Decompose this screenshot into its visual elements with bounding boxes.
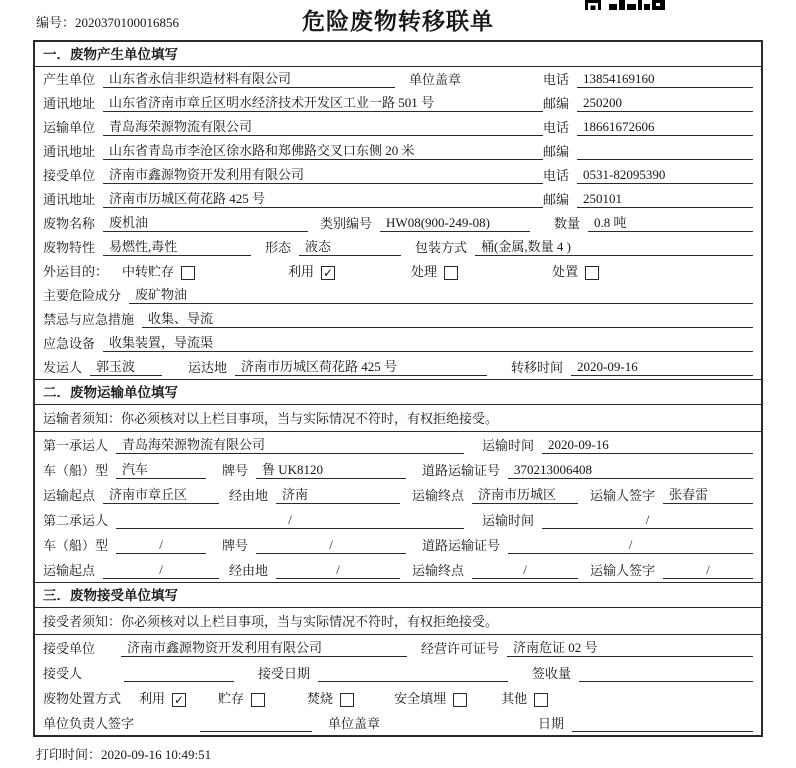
transfer-time-value: 2020-09-16	[571, 359, 753, 376]
row-second-carrier	[35, 507, 761, 532]
producer-value: 山东省永信非织造材料有限公司	[103, 71, 395, 88]
route-end-label: 运输终点	[412, 488, 465, 503]
address-label: 通讯地址	[43, 144, 96, 159]
transporter-value: 青岛海荣源物流有限公司	[103, 119, 543, 136]
row-disposal-method	[35, 685, 761, 710]
route-start-label: 运输起点	[43, 563, 96, 578]
serial-number: 2020370100016856	[75, 15, 180, 30]
purpose-option-label: 利用	[288, 264, 315, 279]
road-permit-value: 370213006408	[508, 462, 753, 479]
route-end-label: 运输终点	[412, 563, 465, 578]
producer-address-value: 山东省济南市章丘区明水经济技术开发区工业一路 501 号	[103, 95, 543, 112]
row-producer	[35, 67, 761, 91]
category-code-label: 类别编号	[320, 216, 373, 231]
row-transporter-address	[35, 139, 761, 163]
quantity-label: 数量	[554, 216, 581, 231]
storage-checkbox[interactable]	[251, 693, 265, 707]
row-responsible-signature	[35, 710, 761, 735]
traits-label: 废物特性	[43, 240, 96, 255]
address-label: 通讯地址	[43, 192, 96, 207]
receive-date-label: 接受日期	[258, 666, 311, 681]
row-waste-traits	[35, 235, 761, 259]
route-via-label: 经由地	[229, 488, 269, 503]
zip-label: 邮编	[542, 144, 569, 159]
transporter-address-value: 山东省青岛市李沧区徐水路和郑佛路交叉口东侧 20 米	[103, 143, 543, 160]
form-table	[33, 40, 763, 737]
transport-time-label: 运输时间	[482, 438, 535, 453]
receiver-address-value: 济南市历城区荷花路 425 号	[103, 191, 543, 208]
destination-label: 运达地	[188, 360, 228, 375]
category-code-value: HW08(900-249-08)	[380, 215, 530, 232]
license-label: 经营许可证号	[421, 641, 500, 656]
row-receiver-address	[35, 187, 761, 211]
waste-name-label: 废物名称	[43, 216, 96, 231]
route-end-field[interactable]: /	[472, 562, 578, 579]
disposal-option-label: 焚烧	[307, 691, 334, 706]
receiver-label: 接受单位	[43, 168, 96, 183]
landfill-checkbox[interactable]	[453, 693, 467, 707]
road-permit-label: 道路运输证号	[422, 463, 501, 478]
form-state-label: 形态	[265, 240, 292, 255]
taboo-label: 禁忌与应急措施	[43, 312, 135, 327]
receiver-phone-value: 0531-82095390	[577, 167, 753, 184]
responsible-signature-label: 单位负责人签字	[43, 716, 135, 731]
purpose-label: 外运目的：	[43, 264, 109, 279]
producer-label: 产生单位	[43, 72, 96, 87]
transport-time-field[interactable]: /	[542, 512, 753, 529]
utilize-checkbox[interactable]: ✓	[174, 693, 185, 707]
vehicle-type-field[interactable]: /	[116, 537, 206, 554]
transport-time-label: 运输时间	[482, 513, 535, 528]
plate-label: 牌号	[222, 538, 249, 553]
disposal-method-label: 废物处置方式	[43, 691, 122, 706]
equipment-value: 收集装置，导流渠	[103, 335, 753, 352]
packing-value: 桶(金属,数量 4 )	[475, 239, 753, 256]
utilize-checkbox[interactable]: ✓	[323, 266, 334, 280]
phone-label: 电话	[542, 168, 569, 183]
shipper-value: 郭玉波	[90, 359, 162, 376]
row-producer-address	[35, 91, 761, 115]
row-shipper	[35, 355, 761, 379]
section-receiver	[35, 582, 761, 735]
packing-label: 包装方式	[415, 240, 468, 255]
receiver-person-field[interactable]	[124, 667, 234, 682]
route-start-label: 运输起点	[43, 488, 96, 503]
row-receiver-person	[35, 660, 761, 685]
carrier-signature-value: 张春雷	[663, 487, 753, 504]
carrier-signature-label: 运输人签字	[590, 488, 656, 503]
second-carrier-label: 第二承运人	[43, 513, 109, 528]
first-carrier-value: 青岛海荣源物流有限公司	[116, 437, 464, 454]
print-time-line	[36, 744, 211, 763]
row-vehicle-2	[35, 532, 761, 557]
dispose-checkbox[interactable]	[585, 266, 599, 280]
other-checkbox[interactable]	[534, 693, 548, 707]
vehicle-type-value: 汽车	[116, 462, 206, 479]
route-via-field[interactable]: /	[276, 562, 400, 579]
row-route-2	[35, 557, 761, 582]
received-amount-label: 签收量	[532, 666, 572, 681]
row-receiver	[35, 163, 761, 187]
carrier-signature-label: 运输人签字	[590, 563, 656, 578]
unit-seal-label: 单位盖章	[409, 72, 462, 87]
disposal-option-label: 利用	[139, 691, 166, 706]
first-carrier-label: 第一承运人	[43, 438, 109, 453]
zip-label: 邮编	[542, 192, 569, 207]
license-value: 济南危证 02 号	[507, 640, 753, 657]
phone-label: 电话	[542, 120, 569, 135]
destination-value: 济南市历城区荷花路 425 号	[235, 359, 487, 376]
transporter-phone-value: 18661672606	[577, 119, 753, 136]
transfer-time-label: 转移时间	[511, 360, 564, 375]
row-emergency-equipment	[35, 331, 761, 355]
form-state-value: 液态	[299, 239, 401, 256]
section2-heading: 二．废物运输单位填写	[35, 379, 761, 405]
date-label: 日期	[538, 716, 565, 731]
incinerate-checkbox[interactable]	[340, 693, 354, 707]
row-route-1	[35, 482, 761, 507]
zip-label: 邮编	[542, 96, 569, 111]
responsible-signature-field[interactable]	[200, 717, 312, 732]
unit-seal-label: 单位盖章	[328, 716, 381, 731]
row-receiving-unit	[35, 635, 761, 660]
transport-time-value: 2020-09-16	[542, 437, 753, 454]
row-transporter	[35, 115, 761, 139]
transporter-label: 运输单位	[43, 120, 96, 135]
row-taboo-measures	[35, 307, 761, 331]
producer-zip-value: 250200	[577, 95, 753, 112]
print-time-value: 2020-09-16 10:49:51	[101, 747, 212, 762]
qr-code-icon	[585, 0, 669, 10]
receiving-unit-label: 接受单位	[43, 641, 96, 656]
hazard-value: 废矿物油	[129, 287, 753, 304]
route-start-value: 济南市章丘区	[103, 487, 219, 504]
road-permit-field[interactable]: /	[508, 537, 753, 554]
producer-phone-value: 13854169160	[577, 71, 753, 88]
purpose-option-label: 中转贮存	[122, 264, 175, 279]
row-outbound-purpose	[35, 259, 761, 283]
road-permit-label: 道路运输证号	[422, 538, 501, 553]
taboo-value: 收集、导流	[142, 311, 753, 328]
date-field[interactable]	[572, 717, 753, 732]
row-first-carrier	[35, 432, 761, 457]
print-time-label: 打印时间：	[36, 747, 102, 762]
disposal-option-label: 安全填埋	[394, 691, 447, 706]
page-title: 危险废物转移联单	[302, 9, 494, 34]
receive-date-field[interactable]	[318, 667, 508, 682]
transporter-notice: 运输者须知：你必须核对以上栏目事项，当与实际情况不符时，有权拒绝接受。	[35, 405, 761, 432]
plate-value: 鲁 UK8120	[256, 462, 406, 479]
transporter-zip-field[interactable]	[577, 145, 753, 160]
row-vehicle-1	[35, 457, 761, 482]
receiver-value: 济南市鑫源物资开发利用有限公司	[103, 167, 543, 184]
plate-label: 牌号	[222, 463, 249, 478]
transfer-storage-checkbox[interactable]	[181, 266, 195, 280]
purpose-option-label: 处置	[552, 264, 579, 279]
serial-label: 编号：	[36, 15, 76, 30]
receiver-zip-value: 250101	[577, 191, 753, 208]
section1-heading: 一．废物产生单位填写	[35, 42, 761, 67]
disposal-option-label: 其他	[501, 691, 528, 706]
row-hazard-components	[35, 283, 761, 307]
equipment-label: 应急设备	[43, 336, 96, 351]
received-amount-field[interactable]	[579, 667, 753, 682]
vehicle-type-label: 车（船）型	[43, 538, 109, 553]
section-producer	[35, 42, 761, 379]
section3-heading: 三．废物接受单位填写	[35, 582, 761, 608]
purpose-option-label: 处理	[411, 264, 438, 279]
route-start-field[interactable]: /	[103, 562, 219, 579]
shipper-label: 发运人	[43, 360, 83, 375]
vehicle-type-label: 车（船）型	[43, 463, 109, 478]
section-transporter	[35, 379, 761, 582]
treat-checkbox[interactable]	[444, 266, 458, 280]
receiver-person-label: 接受人	[43, 666, 83, 681]
second-carrier-field[interactable]: /	[116, 512, 464, 529]
phone-label: 电话	[542, 72, 569, 87]
row-waste-name	[35, 211, 761, 235]
route-via-value: 济南	[276, 487, 400, 504]
route-end-value: 济南市历城区	[472, 487, 578, 504]
route-via-label: 经由地	[229, 563, 269, 578]
waste-name-value: 废机油	[103, 215, 308, 232]
receiving-unit-value: 济南市鑫源物资开发利用有限公司	[121, 640, 407, 657]
disposal-option-label: 贮存	[218, 691, 245, 706]
receiver-notice: 接受者须知：你必须核对以上栏目事项，当与实际情况不符时，有权拒绝接受。	[35, 608, 761, 635]
plate-field[interactable]: /	[256, 537, 406, 554]
hazard-label: 主要危险成分	[43, 288, 122, 303]
quantity-value: 0.8 吨	[588, 215, 753, 232]
traits-value: 易燃性,毒性	[103, 239, 251, 256]
carrier-signature-field[interactable]: /	[663, 562, 753, 579]
address-label: 通讯地址	[43, 96, 96, 111]
